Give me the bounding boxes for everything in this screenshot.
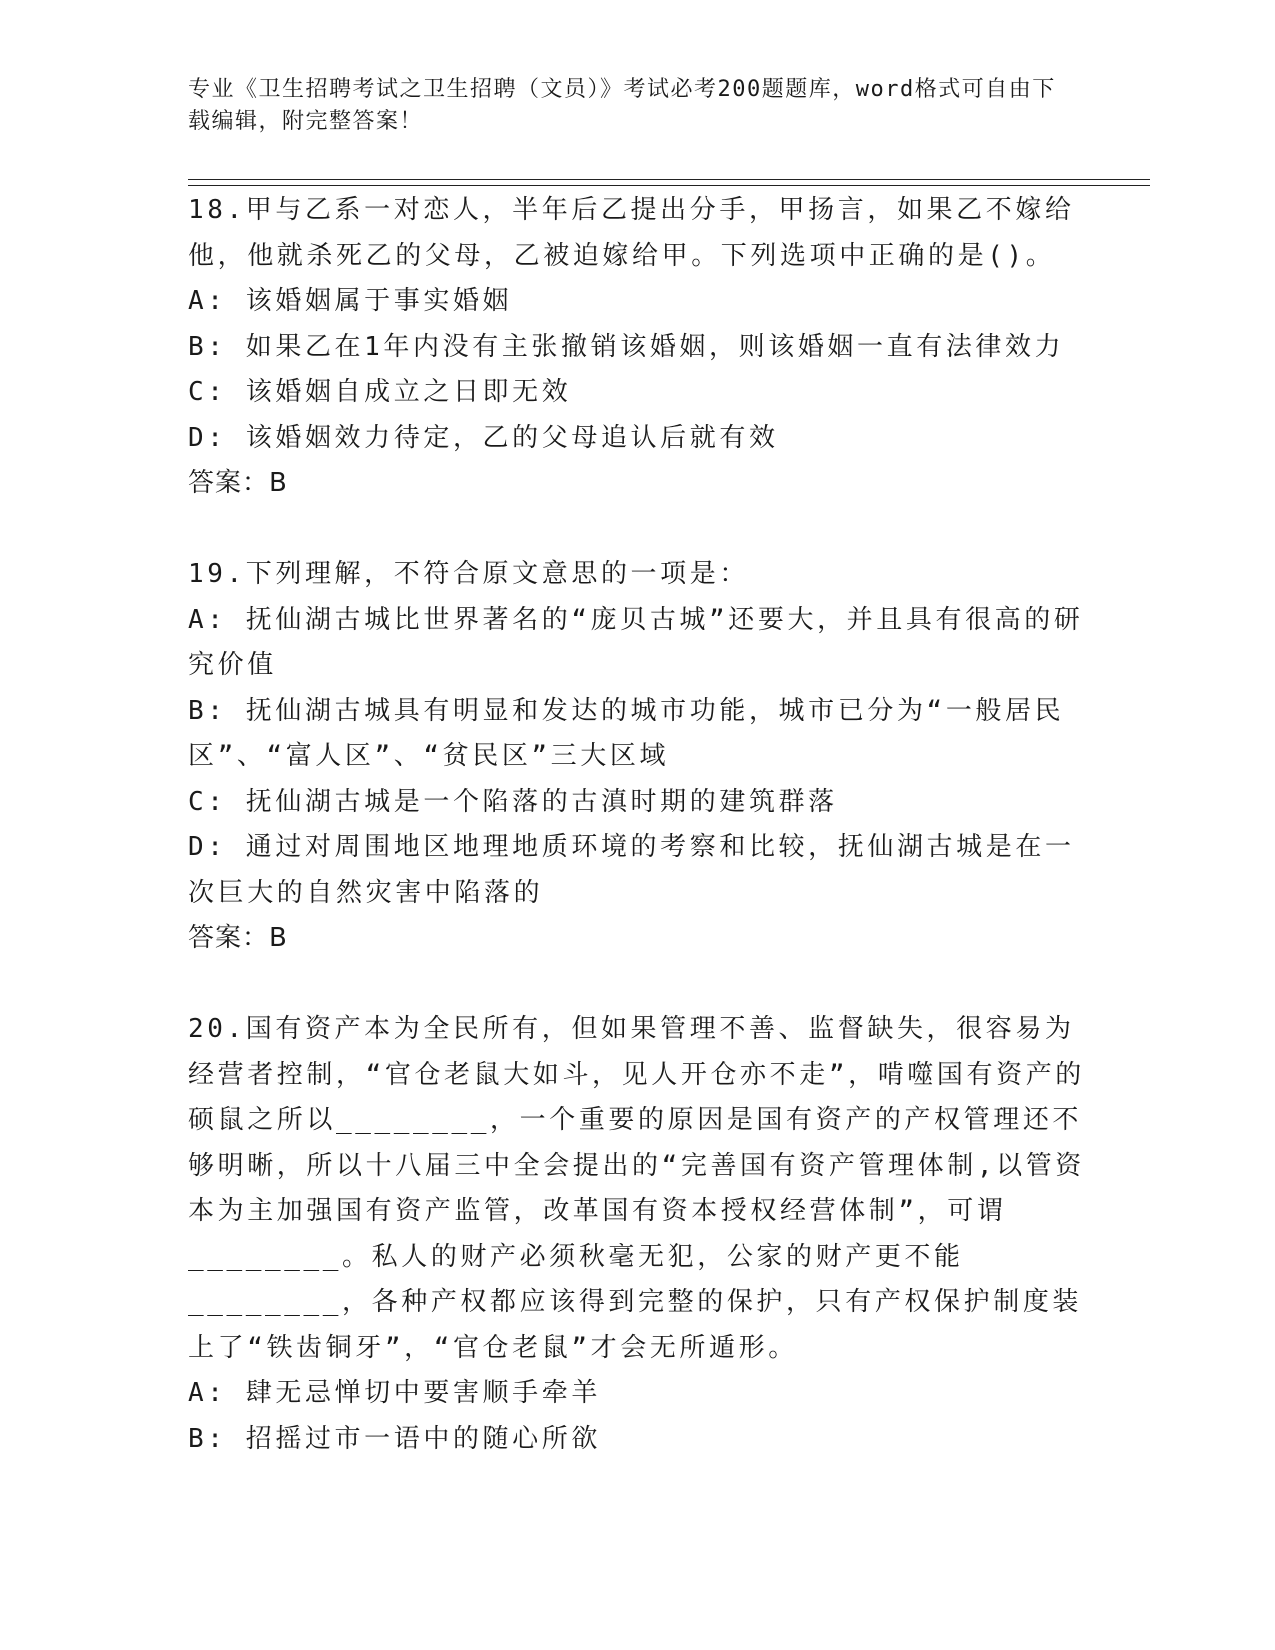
option-a: A: 该婚姻属于事实婚姻 [188, 286, 513, 316]
option-a: A: 肆无忌惮切中要害顺手牵羊 [188, 1378, 601, 1408]
question-stem: 19.下列理解，不符合原文意思的一项是： [188, 559, 749, 589]
option-c: C: 该婚姻自成立之日即无效 [188, 377, 572, 407]
option-a: A: 抚仙湖古城比世界著名的“庞贝古城”还要大，并且具有很高的研究价值 [188, 604, 1084, 680]
question-stem: 20.国有资产本为全民所有，但如果管理不善、监督缺失，很容易为经营者控制，“官仓老鼠大如斗，见人开仓亦不走”，啃噬国有资产的硕鼠之所以________，一个重要的原因是国有资产的产权管理还不够明晰，所以十八届三中全会提出的“完善国有资产管理体制,以管资本为主加强国有资产监管，改革国有资本授权经营体制”，可谓________。私人的财产必须秋毫无犯，公家的财产更不能________，各种产权都应该得到完整的保护，只有产权保护制度装上了“铁齿铜牙”，“官仓老鼠”才会无所遁形。 [188, 1014, 1085, 1363]
question-stem: 18.甲与乙系一对恋人，半年后乙提出分手，甲扬言，如果乙不嫁给他，他就杀死乙的父母，乙被迫嫁给甲。下列选项中正确的是()。 [188, 195, 1075, 271]
option-b: B: 招摇过市一语中的随心所欲 [188, 1423, 601, 1454]
header-divider [188, 179, 1150, 186]
question-19 [188, 552, 1088, 962]
question-20 [188, 1007, 1088, 1462]
question-list [188, 188, 1088, 1508]
option-b: B: 如果乙在1年内没有主张撤销该婚姻，则该婚姻一直有法律效力 [188, 331, 1065, 362]
answer: 答案：B [188, 468, 288, 498]
option-d: D: 该婚姻效力待定，乙的父母追认后就有效 [188, 422, 779, 453]
document-header: 专业《卫生招聘考试之卫生招聘（文员）》考试必考200题题库，word格式可自由下载编辑，附完整答案！ [188, 77, 1056, 134]
option-c: C: 抚仙湖古城是一个陷落的古滇时期的建筑群落 [188, 786, 838, 817]
option-d: D: 通过对周围地区地理地质环境的考察和比较，抚仙湖古城是在一次巨大的自然灾害中陷落的 [188, 832, 1075, 908]
answer: 答案：B [188, 923, 288, 953]
question-18 [188, 188, 1088, 507]
option-b: B: 抚仙湖古城具有明显和发达的城市功能，城市已分为“一般居民区”、“富人区”、“贫民区”三大区域 [188, 695, 1065, 771]
